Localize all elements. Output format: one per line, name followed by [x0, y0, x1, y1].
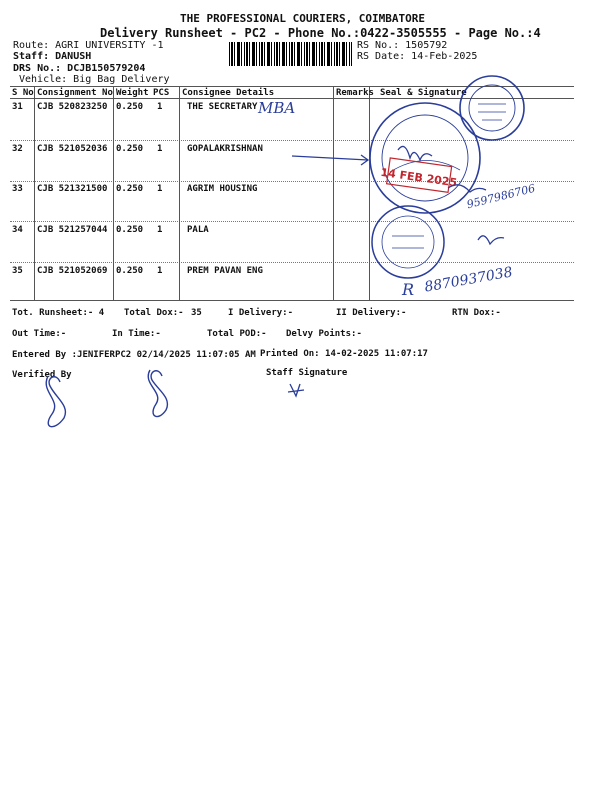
handwritten-receiver-initial: R — [402, 280, 415, 299]
tot-runsheet: Tot. Runsheet:- 4 — [12, 308, 105, 318]
staff-signature-label: Staff Signature — [266, 368, 348, 378]
cell-consignment: CJB 521321500 — [37, 184, 108, 194]
cell-consignment: CJB 520823250 — [37, 102, 108, 112]
total-pod: Total POD:- — [207, 329, 267, 339]
entered-by: Entered By :JENIFERPC2 02/14/2025 11:07:05 AM — [12, 350, 256, 360]
cell-consignee: THE SECRETARY — [187, 102, 258, 112]
cell-consignment: CJB 521257044 — [37, 225, 108, 235]
coimbatore-round-stamp-icon — [370, 103, 480, 213]
lower-round-stamp-icon — [372, 206, 444, 278]
cell-weight: 0.250 — [116, 266, 144, 276]
cell-sno: 31 — [12, 102, 23, 112]
company-title: THE PROFESSIONAL COURIERS, COIMBATORE — [180, 12, 426, 25]
handwritten-phone-2: 8870937038 — [423, 264, 514, 296]
cell-pcs: 1 — [157, 184, 163, 194]
total-dox-label: Total Dox:- — [124, 308, 184, 318]
col-header-weight: Weight — [116, 88, 149, 98]
cell-weight: 0.250 — [116, 144, 144, 154]
verified-by-signature-icon — [46, 376, 65, 427]
col-header-sno: S No — [12, 88, 34, 98]
cell-consignment: CJB 521052036 — [37, 144, 108, 154]
runsheet-subtitle: Delivery Runsheet - PC2 - Phone No.:0422-3505555 - Page No.:4 — [100, 26, 541, 40]
cell-sno: 33 — [12, 184, 23, 194]
rs-number: RS No.: 1505792 — [357, 40, 448, 51]
handwritten-phone: 9597986706 — [465, 181, 537, 212]
rs-date: RS Date: 14-Feb-2025 — [357, 51, 478, 62]
col-header-remarks: Remarks — [336, 88, 374, 98]
arrow-icon — [292, 155, 368, 165]
in-time: In Time:- — [112, 329, 161, 339]
drs-number: DRS No.: DCJB150579204 — [13, 63, 146, 74]
cell-consignee: AGRIM HOUSING — [187, 184, 258, 194]
out-time: Out Time:- — [12, 329, 67, 339]
total-dox-value: 35 — [191, 308, 202, 318]
cell-sno: 35 — [12, 266, 23, 276]
seal-stamp-icon — [460, 76, 524, 140]
delvy-points: Delvy Points:- — [286, 329, 362, 339]
cell-consignment: CJB 521052069 — [37, 266, 108, 276]
col-header-consignee: Consignee Details — [182, 88, 275, 98]
i-delivery: I Delivery:- — [228, 308, 294, 318]
cell-weight: 0.250 — [116, 102, 144, 112]
ii-delivery: II Delivery:- — [336, 308, 407, 318]
verified-by-label: Verified By — [12, 370, 72, 380]
initial-signature-icon — [148, 370, 167, 417]
col-header-pcs: PCS — [153, 88, 170, 98]
cell-pcs: 1 — [157, 102, 163, 112]
cell-consignee: PALA — [187, 225, 209, 235]
rtn-dox: RTN Dox:- — [452, 308, 501, 318]
route-label: Route: AGRI UNIVERSITY -1 — [13, 40, 164, 51]
staff-label: Staff: DANUSH — [13, 51, 92, 62]
cell-weight: 0.250 — [116, 225, 144, 235]
vehicle-label: Vehicle: Big Bag Delivery — [19, 74, 170, 85]
cell-sno: 34 — [12, 225, 23, 235]
handwritten-mba: MBA — [258, 99, 296, 117]
cell-pcs: 1 — [157, 266, 163, 276]
date-stamp-text: 14 FEB 2025 — [379, 165, 458, 190]
col-header-consignment: Consignment No — [37, 88, 113, 98]
cell-weight: 0.250 — [116, 184, 144, 194]
cell-consignee: PREM PAVAN ENG — [187, 266, 263, 276]
printed-on: Printed On: 14-02-2025 11:07:17 — [260, 349, 428, 359]
cell-pcs: 1 — [157, 144, 163, 154]
cell-pcs: 1 — [157, 225, 163, 235]
staff-signature-icon — [288, 384, 304, 396]
cell-consignee: GOPALAKRISHNAN — [187, 144, 263, 154]
cell-sno: 32 — [12, 144, 23, 154]
col-header-seal: Seal & Signature — [380, 88, 467, 98]
date-stamp-icon — [379, 157, 459, 193]
